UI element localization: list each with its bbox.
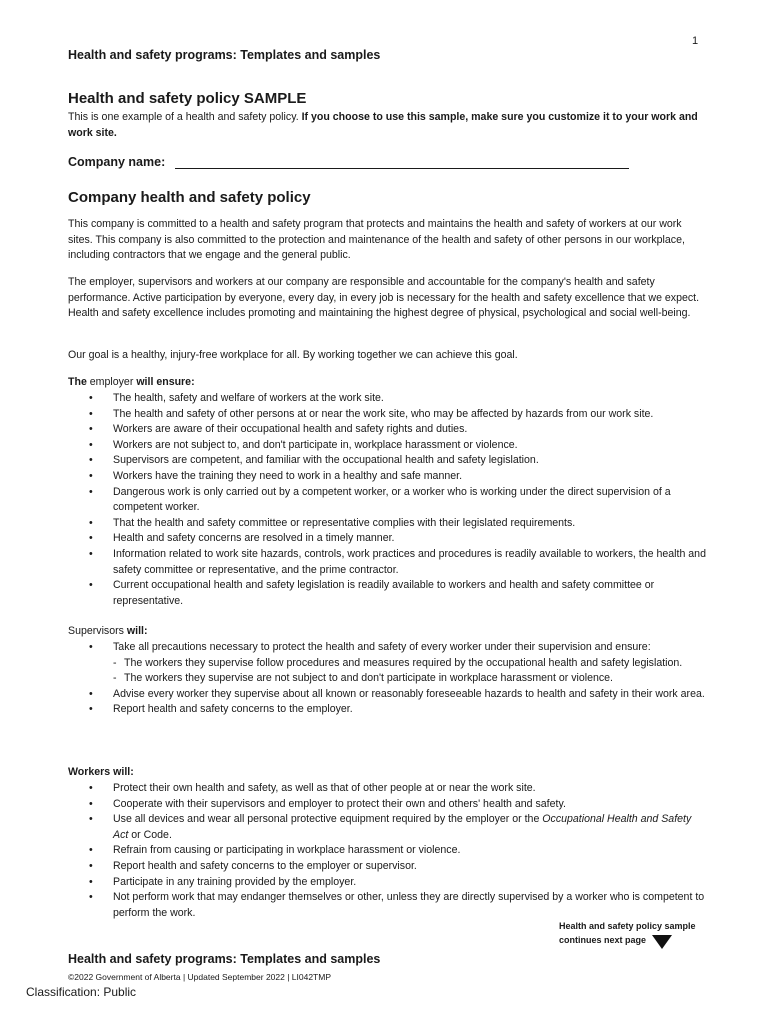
copyright-line: ©2022 Government of Alberta | Updated September 2022 | LI042TMP bbox=[68, 972, 332, 982]
classification-label: Classification: Public bbox=[26, 985, 137, 999]
list-item: • Report health and safety concerns to the employer or supervisor. bbox=[89, 859, 417, 872]
list-item: • Dangerous work is only carried out by a competent worker, or a worker who is working under the direct supervision of a competent worker. bbox=[89, 485, 671, 514]
policy-heading: Health and safety policy SAMPLE bbox=[68, 90, 307, 107]
list-item: • Health and safety concerns are resolved in a timely manner. bbox=[89, 532, 395, 545]
company-name-row bbox=[68, 155, 629, 169]
page-number: 1 bbox=[692, 35, 699, 47]
list-item: • Workers have the training they need to work in a healthy and safe manner. bbox=[89, 469, 463, 482]
list-item: • Workers are not subject to, and don't participate in, workplace harassment or violence. bbox=[89, 438, 518, 451]
sub-list-item: - The workers they supervise are not subject to and don't participate in workplace harassment or violence. bbox=[113, 672, 613, 685]
intro-bold: If you choose to use this sample, make sure you customize it to your work and work site. bbox=[68, 111, 698, 139]
list-item: • Supervisors are competent, and familiar with the occupational health and safety legislation. bbox=[89, 454, 539, 467]
employer-list bbox=[68, 391, 708, 609]
intro-text bbox=[68, 110, 708, 141]
list-item: • Current occupational health and safety legislation is readily available to workers and health and safety committee or representative. bbox=[89, 579, 655, 607]
list-item: • Workers are aware of their occupational health and safety rights and duties. bbox=[89, 423, 468, 436]
down-triangle-icon bbox=[652, 935, 672, 954]
paragraph-goal: Our goal is a healthy, injury-free workplace for all. By working together we can achieve this goal. bbox=[68, 349, 518, 361]
list-item: • Refrain from causing or participating in workplace harassment or violence. bbox=[89, 844, 461, 857]
list-item: • Advise every worker they supervise about all known or reasonably foreseeable hazards to health and safety in their work area. bbox=[89, 687, 705, 700]
supervisors-sub-list bbox=[113, 656, 708, 687]
footer-title: Health and safety programs: Templates and samples bbox=[68, 952, 381, 966]
continues-line-1: Health and safety policy sample bbox=[559, 921, 696, 931]
supervisors-heading: Supervisors will: bbox=[68, 625, 148, 637]
intro-normal: This is one example of a health and safety policy. bbox=[68, 111, 299, 123]
list-item: • Use all devices and wear all personal protective equipment required by the employer or the Occupational Health and Safety Act or Code. bbox=[89, 813, 692, 841]
list-item: • Report health and safety concerns to the employer. bbox=[89, 703, 353, 716]
list-item: • Take all precautions necessary to protect the health and safety of every worker under their supervision and ensure: - The workers they supervise follow procedures and measures required by the occupational health and safety legislation. - The workers they supervise are not subject to and don't participate in workplace harassment or violence. bbox=[68, 640, 708, 687]
continues-note bbox=[559, 919, 696, 947]
list-item: • Cooperate with their supervisors and employer to protect their own and others' health and safety. bbox=[89, 797, 566, 810]
employer-heading: The employer will ensure: bbox=[68, 376, 195, 388]
company-policy-heading: Company health and safety policy bbox=[68, 189, 311, 206]
company-name-blank bbox=[175, 155, 629, 169]
paragraph-commitment: This company is committed to a health and safety program that protects and maintains the health and safety of workers at our work sites. This company is also committed to the protection and maintenance of the health and safety of other persons in our workplace, including contractors that we engage and the general public. bbox=[68, 218, 685, 262]
company-name-label: Company name: bbox=[68, 155, 166, 169]
sub-list-item: - The workers they supervise follow procedures and measures required by the occupational health and safety legislation. bbox=[113, 656, 683, 669]
list-item: • Not perform work that may endanger themselves or other, unless they are directly supervised by a worker who is competent to perform the work. bbox=[89, 891, 705, 919]
header-title: Health and safety programs: Templates and samples bbox=[68, 48, 381, 62]
list-item: • The health, safety and welfare of workers at the work site. bbox=[89, 392, 384, 404]
supervisors-list bbox=[68, 640, 708, 718]
workers-heading: Workers will: bbox=[68, 766, 134, 778]
list-item: • Information related to work site hazards, controls, work practices and procedures is readily available to workers, the health and safety committee or representative, and the prime contractor. bbox=[89, 547, 706, 576]
continues-line-2: continues next page bbox=[559, 935, 647, 945]
list-item: • Protect their own health and safety, as well as that of other people at or near the work site. bbox=[89, 782, 536, 794]
workers-list bbox=[68, 781, 708, 921]
paragraph-responsibility: The employer, supervisors and workers at our company are responsible and accountable for the company's health and safety performance. Active participation by everyone, every day, in every job is necessary for the health and safety excellence that we expect. Health and safety excellence includes promoting and maintaining the highest degree of physical, psychological and social well-being. bbox=[68, 276, 700, 320]
list-item: • Participate in any training provided by the employer. bbox=[89, 875, 357, 888]
list-item: • The health and safety of other persons at or near the work site, who may be affected by hazards from our work site. bbox=[89, 407, 654, 420]
list-item: • That the health and safety committee or representative complies with their legislated requirements. bbox=[89, 516, 576, 529]
